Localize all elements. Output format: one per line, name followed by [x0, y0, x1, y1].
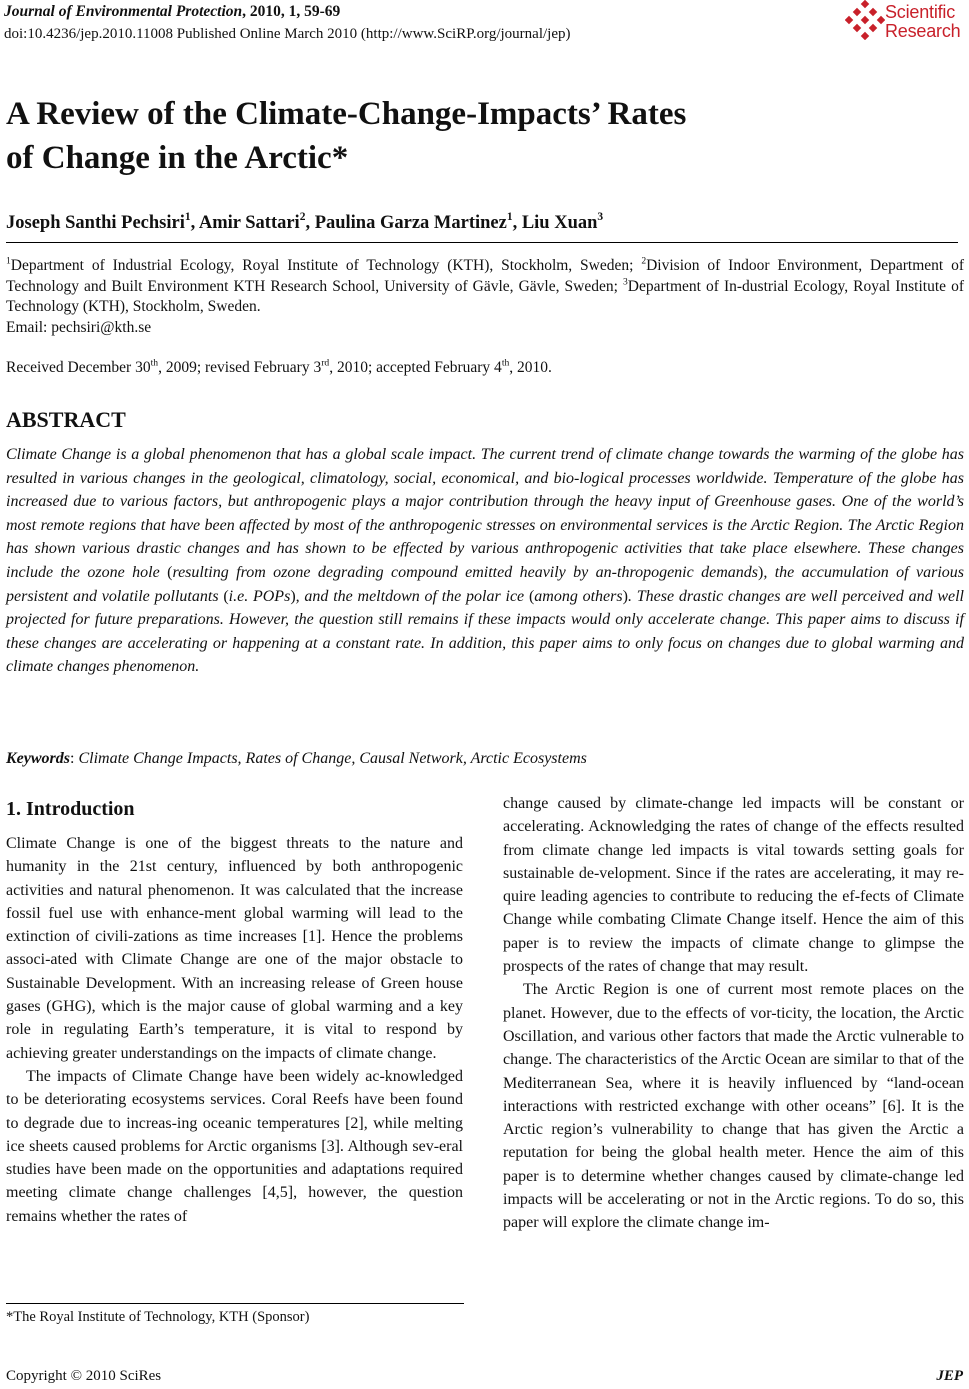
keywords-label: Keywords	[6, 750, 70, 767]
accepted-text: , 2010; accepted February 4	[329, 359, 502, 376]
author-list	[6, 210, 603, 236]
author-name: Paulina Garza Martinez	[314, 213, 507, 233]
journal-name: Journal of Environmental Protection	[4, 3, 243, 20]
ordinal-sup: th	[150, 357, 159, 369]
paragraph: Climate Change is one of the biggest threats to the nature and humanity in the 21st century, influenced by both anthropogenic activities and natural phenomenon. It was calculated that the increase fossil fuel use with enhance-ment global warming will lead to the extinction of civili-zations as time increases [1]. Hence the problems associ-ated with Climate Change are one of the major obstacle to Sustainable Development. With an increasing release of Green house gases (GHG), which is the major cause of global warming and a key role in regulating Earth’s temperature, it is vital to respond by achieving greater understandings on the impacts of climate change.	[6, 835, 463, 1062]
publisher-name-line2: Research	[885, 21, 961, 41]
ordinal-sup: th	[501, 357, 510, 369]
author-name: Joseph Santhi Pechsiri	[6, 213, 185, 233]
corresponding-email: Email: pechsiri@kth.se	[6, 319, 152, 336]
copyright: Copyright © 2010 SciRes	[6, 1368, 162, 1384]
title-line-1: A Review of the Climate-Change-Impacts’ Rates	[6, 96, 687, 132]
affil-sup: 3	[622, 275, 628, 287]
right-column	[503, 792, 964, 1235]
author-affil-sup: 2	[299, 210, 306, 223]
affil-text: Department of Industrial Ecology, Royal Institute of Technology (KTH), Stockholm, Sweden;	[10, 257, 642, 274]
paragraph: change caused by climate-change led impacts will be constant or accelerating. Acknowledging the rates of change of the effects resulted from climate change led impacts is vital towards setting goals for sustainable de-velopment. Since if the rates are accelerating, it may re-quire leading agencies to contribute to reducing the ef-fects of Climate Change while combating Climate Change itself. Hence the aim of this paper is to review the impacts of climate change to glimpse the prospects of the rates of change that may result.	[503, 795, 964, 976]
abstract-text: , the accumulation of various persistent and volatile pollutants	[6, 563, 965, 605]
abstract-text: i.e. POPs	[228, 587, 291, 605]
paren: )	[290, 587, 296, 605]
title-line-2: of Change in the Arctic*	[6, 140, 349, 176]
abstract-text: , and the meltdown of the polar ice	[295, 587, 529, 605]
received-text: Received December 30	[6, 359, 151, 376]
paren: (	[528, 587, 535, 605]
journal-citation	[4, 2, 340, 22]
section-heading-introduction: 1. Introduction	[6, 798, 135, 820]
author-name: Amir Sattari	[198, 213, 300, 233]
abstract-text: among others	[534, 587, 623, 605]
paragraph: The impacts of Climate Change have been widely ac-knowledged to be deteriorating ecosystems services. Coral Reefs have been found to degrade due to increas-ing oceanic temperatures [2], while melting ice sheets caused problems for Arctic organisms [3]. Although sev-eral studies have been made on the opportunities and adaptations required meeting climate change challenges [4,5], however, the question remains whether the rates of	[6, 1067, 463, 1225]
affil-text: Department of In-dustrial Ecology, Royal Institute of Technology (KTH), Stockholm, Sweden.	[6, 277, 964, 316]
author-separator: ,	[512, 213, 522, 233]
received-dates	[6, 357, 552, 379]
paren: (	[167, 563, 173, 581]
author-divider	[6, 242, 958, 243]
footnote-divider	[6, 1303, 464, 1304]
paren: )	[758, 563, 764, 581]
publisher-name-line1: Scientific	[885, 2, 956, 22]
left-column	[6, 832, 463, 1228]
abstract-text: Climate Change is a global phenomenon that has a global scale impact. The current trend of climate change towards the warming of the globe has resulted in various changes in the geological, climatology, social, economical, and bio-logical processes worldwide. Temperature of the globe has increased due to various factors, but anthropogenic plays a major contribution through the heavy input of Greenhouse gases. One of the world’s most remote regions that have been affected by most of the anthropogenic stresses on environmental services is the Arctic Region. The Arctic Region has shown various drastic changes and has shown to be effected by various anthropogenic activities that take place elsewhere. These changes include the ozone hole	[6, 446, 964, 581]
revised-text: , 2009; revised February 3	[158, 359, 322, 376]
affil-text: Division of Indoor Environment, Department of Technology and Built Environment KTH Research School, University of Gävle, Gävle, Sweden;	[6, 257, 964, 295]
publisher-logo	[845, 0, 965, 44]
paragraph: The Arctic Region is one of current most remote places on the planet. However, due to the effects of vor-ticity, the location, the Arctic Oscillation, and various other factors that made the Arctic vulnerable to change. The characteristics of the Arctic Ocean are similar to that of the Mediterranean Sea, where it is heavily influenced by “land-ocean interactions with restricted exchange with other oceans” [6]. It is the Arctic region’s vulnerability to change that has given the Arctic a reputation for being the global health meter. Hence the aim of this paper is to determine whether changes caused by climate-change led impacts will be accelerating or not in the Arctic regions. To do so, this paper will explore the climate change im-	[503, 981, 964, 1232]
author-separator: ,	[190, 213, 199, 233]
author-separator: ,	[305, 213, 315, 233]
paren: )	[622, 587, 628, 605]
affil-sup: 1	[6, 255, 11, 267]
abstract-body	[6, 443, 964, 679]
author-affil-sup: 3	[597, 210, 604, 223]
keywords-colon: :	[70, 750, 79, 767]
keywords-text: Climate Change Impacts, Rates of Change, Causal Network, Arctic Ecosystems	[78, 750, 587, 767]
paper-title	[6, 92, 946, 180]
abstract-text: . These drastic changes are well perceived and well projected for future preparations. However, the question still remains if these impacts would only accelerate change. This paper aims to discuss if these changes are accelerating or happening at a constant rate. In addition, this paper aims to only focus on changes due to global warming and climate changes phenomenon.	[6, 587, 965, 676]
author-affil-sup: 1	[506, 210, 513, 223]
journal-volume: , 2010, 1, 59-69	[242, 3, 341, 20]
abstract-text: resulting from ozone degrading compound emitted heavily by an-thropogenic demands	[172, 563, 759, 581]
author-name: Liu Xuan	[521, 213, 598, 233]
author-affil-sup: 1	[184, 210, 191, 223]
abstract-heading: ABSTRACT	[6, 407, 126, 432]
scirp-logo-icon	[845, 0, 885, 40]
ordinal-sup: rd	[321, 357, 330, 369]
paren: (	[223, 587, 229, 605]
doi-line: doi:10.4236/jep.2010.11008 Published Online March 2010 (http://www.SciRP.org/journal/jep)	[4, 26, 571, 42]
year-text: , 2010.	[509, 359, 552, 376]
affiliations	[6, 256, 964, 318]
affil-sup: 2	[641, 255, 647, 267]
journal-abbreviation: JEP	[936, 1368, 963, 1384]
keywords	[6, 748, 587, 770]
footnote: *The Royal Institute of Technology, KTH (Sponsor)	[6, 1309, 310, 1325]
